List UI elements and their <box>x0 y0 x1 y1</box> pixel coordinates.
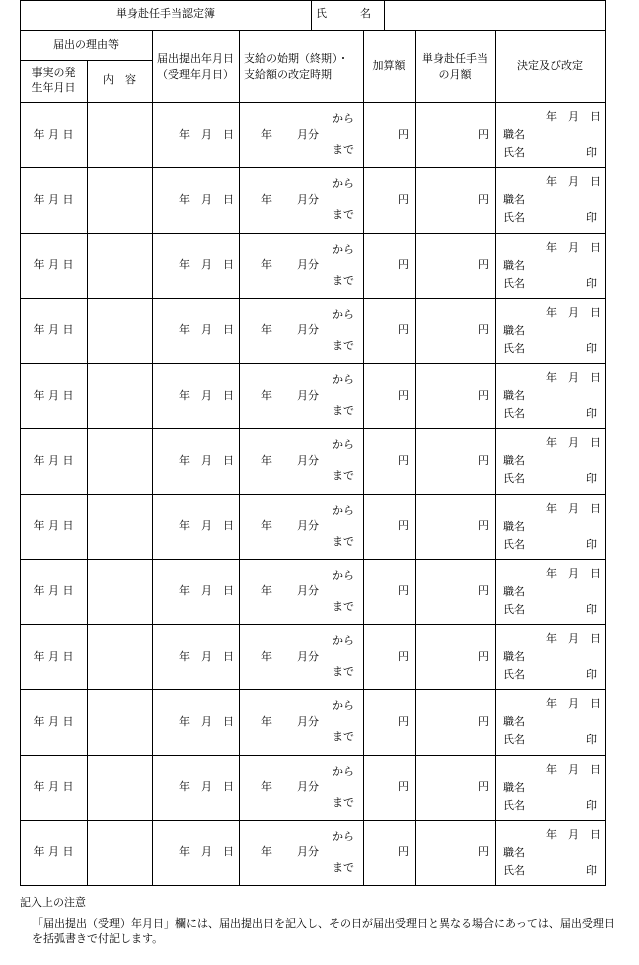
header-occur-line1: 事実の発 <box>31 66 76 79</box>
row-period-month: 月分 <box>297 323 319 337</box>
row-period-month: 月分 <box>297 258 319 272</box>
row-period-year: 年 <box>261 323 272 337</box>
row-from: から <box>332 829 354 843</box>
row-from: から <box>332 373 354 386</box>
row-title-label: 職名 <box>503 780 525 794</box>
row-monthly-yen: 円 <box>478 453 489 467</box>
row-period-month: 月分 <box>297 192 319 206</box>
row-period-year: 年 <box>261 192 272 206</box>
row-period-year: 年 <box>261 258 272 272</box>
row-name-label: 氏名 <box>503 341 525 355</box>
row-period-month: 月分 <box>297 584 319 598</box>
row-decision-date: 年 月 日 <box>546 110 601 123</box>
row-title-label: 職名 <box>503 193 525 207</box>
row-add-yen: 円 <box>398 453 409 467</box>
row-submit-date: 年 月 日 <box>179 649 234 663</box>
row-decision-date: 年 月 日 <box>546 371 601 384</box>
row-name-label: 氏名 <box>503 276 525 290</box>
row-separator <box>20 689 605 690</box>
row-separator <box>20 494 605 495</box>
form-title: 単身赴任手当認定簿 <box>116 7 215 20</box>
row-submit-date: 年 月 日 <box>179 258 234 272</box>
row-seal: 印 <box>586 537 597 551</box>
header-period-line2: 支給額の改定時期 <box>244 68 332 81</box>
row-title-label: 職名 <box>503 519 525 533</box>
row-occur-date: 年 月 日 <box>33 127 74 141</box>
row-monthly-yen: 円 <box>478 127 489 141</box>
outer-top-border <box>20 0 605 1</box>
row-seal: 印 <box>586 798 597 812</box>
row-occur-date: 年 月 日 <box>33 649 74 663</box>
row-name-label: 氏名 <box>503 733 525 747</box>
outer-right-border <box>605 0 606 885</box>
row-decision-date: 年 月 日 <box>546 240 601 254</box>
row-submit-date: 年 月 日 <box>179 780 234 794</box>
row-add-yen: 円 <box>398 388 409 402</box>
row-period-month: 月分 <box>297 519 319 533</box>
row-from: から <box>332 764 354 778</box>
row-seal: 印 <box>586 211 597 225</box>
row-from: から <box>332 634 354 647</box>
row-add-yen: 円 <box>398 584 409 598</box>
row-separator <box>20 559 605 560</box>
row-add-yen: 円 <box>398 323 409 337</box>
row-to: まで <box>332 143 354 156</box>
row-title-label: 職名 <box>503 715 525 729</box>
row-monthly-yen: 円 <box>478 649 489 663</box>
row-name-label: 氏名 <box>503 146 525 159</box>
row-period-year: 年 <box>261 388 272 402</box>
row-period-month: 月分 <box>297 780 319 794</box>
header-reason-group: 届出の理由等 <box>53 38 119 51</box>
allowance-register-form <box>20 0 605 885</box>
row-to: まで <box>332 208 354 222</box>
row-name-label: 氏名 <box>503 472 525 486</box>
row-from: から <box>332 177 354 191</box>
row-add-yen: 円 <box>398 127 409 141</box>
row-occur-date: 年 月 日 <box>33 388 74 402</box>
notes-heading: 記入上の注意 <box>20 896 86 909</box>
row-title-label: 職名 <box>503 389 525 402</box>
row-name-label: 氏名 <box>503 668 525 681</box>
row-occur-date: 年 月 日 <box>33 519 74 533</box>
row-decision-date: 年 月 日 <box>546 175 601 189</box>
header-occur-line2: 生年月日 <box>31 81 76 94</box>
row-title-label: 職名 <box>503 128 525 141</box>
row-add-yen: 円 <box>398 258 409 272</box>
row-seal: 印 <box>586 863 597 877</box>
row-period-year: 年 <box>261 127 272 141</box>
row-submit-date: 年 月 日 <box>179 192 234 206</box>
row-submit-date: 年 月 日 <box>179 453 234 467</box>
row-monthly-yen: 円 <box>478 519 489 533</box>
row-name-label: 氏名 <box>503 798 525 812</box>
row-add-yen: 円 <box>398 519 409 533</box>
row-decision-date: 年 月 日 <box>546 632 601 645</box>
row-period-month: 月分 <box>297 845 319 859</box>
row-occur-date: 年 月 日 <box>33 845 74 859</box>
row-seal: 印 <box>586 407 597 420</box>
row-monthly-yen: 円 <box>478 192 489 206</box>
row-add-yen: 円 <box>398 714 409 728</box>
row-from: から <box>332 307 354 321</box>
row-to: まで <box>332 338 354 352</box>
row-occur-date: 年 月 日 <box>33 258 74 272</box>
row-from: から <box>332 438 354 452</box>
header-decision: 決定及び改定 <box>517 59 583 72</box>
row-decision-date: 年 月 日 <box>546 501 601 515</box>
header-monthly-line1: 単身赴任手当 <box>422 52 488 65</box>
row-submit-date: 年 月 日 <box>179 584 234 598</box>
row-add-yen: 円 <box>398 192 409 206</box>
row-add-yen: 円 <box>398 649 409 663</box>
name-label: 氏 名 <box>316 7 371 20</box>
row-title-label: 職名 <box>503 584 525 598</box>
row-submit-date: 年 月 日 <box>179 127 234 141</box>
row-name-label: 氏名 <box>503 537 525 551</box>
notes-section <box>20 895 620 946</box>
col-line-0 <box>152 30 153 885</box>
row-occur-date: 年 月 日 <box>33 714 74 728</box>
row-to: まで <box>332 404 354 417</box>
outer-bottom-border <box>20 885 606 886</box>
row-to: まで <box>332 795 354 809</box>
header-bottom-line <box>20 102 605 103</box>
row-to: まで <box>332 599 354 613</box>
row-period-year: 年 <box>261 649 272 663</box>
row-to: まで <box>332 730 354 744</box>
row-period-year: 年 <box>261 453 272 467</box>
row-to: まで <box>332 534 354 548</box>
row-separator <box>20 624 605 625</box>
row-separator <box>20 167 605 168</box>
row-period-month: 月分 <box>297 453 319 467</box>
row-monthly-yen: 円 <box>478 584 489 598</box>
row-monthly-yen: 円 <box>478 258 489 272</box>
row-seal: 印 <box>586 276 597 290</box>
row-decision-date: 年 月 日 <box>546 566 601 580</box>
row-occur-date: 年 月 日 <box>33 192 74 206</box>
row-title-label: 職名 <box>503 650 525 663</box>
row-period-month: 月分 <box>297 649 319 663</box>
col-line-1 <box>239 30 240 885</box>
row-separator <box>20 755 605 756</box>
row-name-label: 氏名 <box>503 211 525 225</box>
row-name-label: 氏名 <box>503 602 525 616</box>
name-divider <box>384 0 385 30</box>
row-seal: 印 <box>586 341 597 355</box>
row-to: まで <box>332 273 354 287</box>
row-submit-date: 年 月 日 <box>179 388 234 402</box>
header-submit-line2: （受理年月日） <box>157 68 234 81</box>
row-to: まで <box>332 469 354 483</box>
row-period-year: 年 <box>261 845 272 859</box>
row-seal: 印 <box>586 733 597 747</box>
row-monthly-yen: 円 <box>478 845 489 859</box>
row-decision-date: 年 月 日 <box>546 762 601 776</box>
row-title-label: 職名 <box>503 323 525 337</box>
row-separator <box>20 820 605 821</box>
row-period-month: 月分 <box>297 714 319 728</box>
reason-subheader-line <box>20 60 152 61</box>
row-separator <box>20 363 605 364</box>
row-from: から <box>332 112 354 125</box>
row-monthly-yen: 円 <box>478 323 489 337</box>
row-seal: 印 <box>586 472 597 486</box>
notes-body: 「届出提出（受理）年月日」欄には、届出提出日を記入し、その日が届出受理日と異なる場合にあっては、届出受理日を括弧書きで付記します。 <box>32 917 615 945</box>
row-separator <box>20 233 605 234</box>
row-to: まで <box>332 860 354 874</box>
row-occur-date: 年 月 日 <box>33 323 74 337</box>
row-add-yen: 円 <box>398 845 409 859</box>
row-occur-date: 年 月 日 <box>33 453 74 467</box>
row-to: まで <box>332 665 354 678</box>
row-period-year: 年 <box>261 584 272 598</box>
header-monthly-line2: の月額 <box>438 68 472 81</box>
row-decision-date: 年 月 日 <box>546 827 601 841</box>
row-monthly-yen: 円 <box>478 714 489 728</box>
row-seal: 印 <box>586 602 597 616</box>
row-separator <box>20 428 605 429</box>
row-period-year: 年 <box>261 714 272 728</box>
row-decision-date: 年 月 日 <box>546 697 601 711</box>
row-add-yen: 円 <box>398 780 409 794</box>
row-title-label: 職名 <box>503 454 525 468</box>
row-title-label: 職名 <box>503 845 525 859</box>
row-occur-date: 年 月 日 <box>33 780 74 794</box>
row-submit-date: 年 月 日 <box>179 845 234 859</box>
row-title-label: 職名 <box>503 258 525 272</box>
row-seal: 印 <box>586 146 597 159</box>
row-period-year: 年 <box>261 780 272 794</box>
row-decision-date: 年 月 日 <box>546 305 601 319</box>
row-submit-date: 年 月 日 <box>179 714 234 728</box>
row-name-label: 氏名 <box>503 407 525 420</box>
row-name-label: 氏名 <box>503 863 525 877</box>
row-period-month: 月分 <box>297 388 319 402</box>
header-period-line1: 支給の始期（終期）・ <box>244 52 349 65</box>
header-add-amount: 加算額 <box>372 59 406 72</box>
row-seal: 印 <box>586 668 597 681</box>
row-decision-date: 年 月 日 <box>546 436 601 450</box>
col-line-occur <box>87 60 88 885</box>
row-occur-date: 年 月 日 <box>33 584 74 598</box>
row-separator <box>20 298 605 299</box>
row-monthly-yen: 円 <box>478 388 489 402</box>
header-content: 内 容 <box>103 73 136 86</box>
header-submit-line1: 届出提出年月日 <box>157 52 234 65</box>
row-from: から <box>332 503 354 517</box>
row-monthly-yen: 円 <box>478 780 489 794</box>
row-from: から <box>332 242 354 256</box>
title-row-bottom <box>20 30 605 31</box>
row-from: から <box>332 699 354 713</box>
row-period-year: 年 <box>261 519 272 533</box>
row-from: から <box>332 568 354 582</box>
row-submit-date: 年 月 日 <box>179 519 234 533</box>
row-period-month: 月分 <box>297 127 319 141</box>
row-submit-date: 年 月 日 <box>179 323 234 337</box>
title-divider <box>311 0 312 30</box>
